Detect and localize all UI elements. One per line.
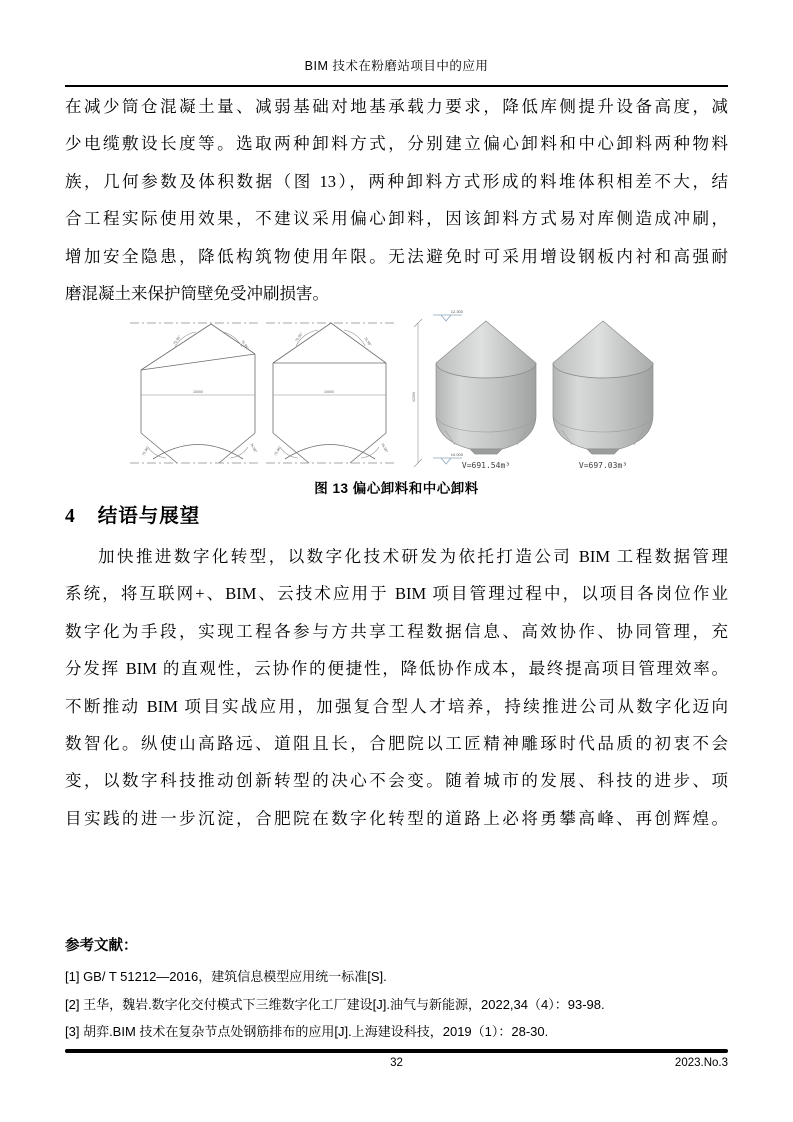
reference-item: [1] GB/ T 51212—2016，建筑信息模型应用统一标准[S].: [65, 969, 387, 984]
figure-13: [128, 301, 666, 475]
section-title: 结语与展望: [97, 505, 201, 527]
angle-label: 75.96°: [294, 331, 304, 343]
paragraph-line: 变，以数字科技推动创新转型的决心不会变。随着城市的发展、科技的进步、项: [65, 771, 728, 791]
angle-label: 75.96°: [249, 442, 258, 454]
reference-item: [2] 王华，魏岩.数字化交付模式下三维数字化工厂建设[J].油气与新能源，2022,34（4）：93-98.: [65, 996, 605, 1012]
angle-label: 75.96°: [380, 442, 389, 454]
page-number: 32: [390, 1057, 403, 1069]
section-heading: [65, 500, 200, 528]
references-section: [65, 934, 728, 1046]
paragraph-line: 在减少筒仓混凝土量、减弱基础对地基承载力要求，降低库侧提升设备高度，减: [65, 97, 728, 116]
paragraph-line: 不断推动 BIM 项目实战应用，加强复合型人才培养，持续推进公司从数字化迈向: [65, 696, 728, 716]
width-dimension-label: 10000: [193, 390, 203, 394]
paragraph-line: 磨混凝土来保护筒壁免受冲刷损害。: [65, 284, 329, 304]
silo-discharge-figure: [128, 301, 666, 475]
paragraph-line: 数字化为手段，实现工程各参与方共享工程数据信息、高效协作、协同管理，充: [65, 621, 728, 641]
height-dimension-label: 12300: [412, 392, 416, 402]
running-title: BIM 技术在粉磨站项目中的应用: [304, 59, 489, 73]
paragraph-line: 分发挥 BIM 的直观性，云协作的便捷性，降低协作成本，最终提高项目管理效率。: [65, 659, 728, 679]
elevation-top-label: 12.300: [450, 309, 463, 314]
drawing-center-discharge: [266, 323, 394, 463]
paragraph-2: [65, 538, 728, 837]
footer-rule: [65, 1049, 728, 1053]
width-dimension-label: 10000: [324, 390, 334, 394]
paragraph-line: 目实践的进一步沉淀，合肥院在数字化转型的道路上必将勇攀高峰、再创辉煌。: [65, 808, 728, 828]
angle-label: 75.96°: [240, 339, 250, 351]
paragraph-line: 加快推进数字化转型，以数字化技术研发为依托打造公司 BIM 工程数据管理: [98, 547, 728, 566]
elevation-marker-bottom: [433, 452, 464, 464]
silo-3d-center: [553, 321, 653, 454]
volume-label-left: V=691.54m³: [461, 461, 511, 470]
reference-item: [3] 胡弈.BIM 技术在复杂节点处钢筋排布的应用[J].上海建设科技，2019（1）：28-30.: [65, 1024, 549, 1039]
paragraph-line: 增加安全隐患，降低构筑物使用年限。无法避免时可采用增设钢板内衬和高强耐: [65, 246, 728, 266]
silo-3d-eccentric: [436, 321, 536, 454]
paragraph-line: 合工程实际使用效果，不建议采用偏心卸料，因该卸料方式易对库侧造成冲刷，: [65, 209, 728, 229]
drawing-eccentric-discharge: [130, 323, 258, 463]
section-number: 4: [65, 506, 76, 527]
angle-label: 75.96°: [141, 445, 151, 457]
volume-label-right: V=697.03m³: [578, 461, 628, 470]
paragraph-line: 少电缆敷设长度等。选取两种卸料方式，分别建立偏心卸料和中心卸料两种物料: [65, 134, 728, 154]
angle-label: 75.96°: [172, 334, 182, 346]
paragraph-1: [65, 88, 728, 312]
paragraph-line: 系统，将互联网+、BIM、云技术应用于 BIM 项目管理过程中，以项目各岗位作业: [65, 584, 728, 604]
height-dimension: [412, 319, 422, 467]
angle-label: 75.96°: [273, 445, 283, 457]
paragraph-line: 族，几何参数及体积数据（图 13），两种卸料方式形成的料堆体积相差不大，结: [65, 171, 728, 191]
page-header: [65, 56, 728, 87]
figure-caption: 图 13 偏心卸料和中心卸料: [314, 481, 479, 496]
paragraph-line: 数智化。纵使山高路远、道阻且长，合肥院以工匠精神雕琢时代品质的初衷不会: [65, 734, 728, 754]
references-heading: 参考文献：: [65, 938, 138, 954]
page-footer: [65, 1057, 728, 1073]
angle-label: 75.96°: [363, 336, 373, 348]
elevation-bottom-label: ±0.000: [450, 452, 463, 457]
elevation-marker-top: [433, 309, 464, 321]
issue-label: 2023.No.3: [674, 1057, 728, 1069]
